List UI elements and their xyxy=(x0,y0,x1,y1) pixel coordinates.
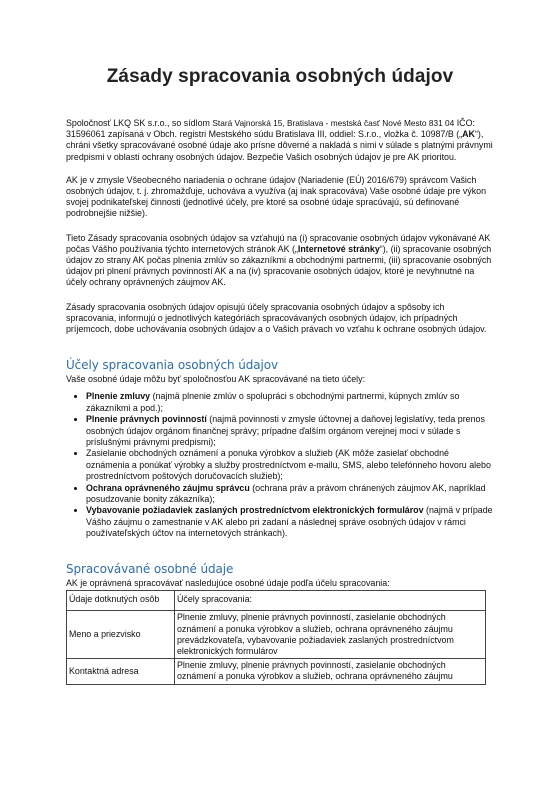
scope-text-b: “), (ii) spracovanie osobných údajov zo strany AK počas plnenia zmlúv so zákazníkmi a obchodnými partnermi, (iii) spracovanie osobných údajov pri plnení právnych povinností AK a na (iv) spracovanie osobných údajov, ktoré je nevyhnutné na účely ochrany oprávnených záujmov AK. xyxy=(66,243,492,288)
table-cell: Plnenie zmluvy, plnenie právnych povinností, zasielanie obchodných oznámení a ponuka výrobkov a služieb, ochrana oprávneného záujmu prevádzkovateľa, vybavovanie požiadaviek zaslaných prostredníctvom elektronických formulárov xyxy=(175,611,486,659)
list-item-bold: Ochrana oprávneného záujmu správcu xyxy=(86,482,250,493)
table-header-row xyxy=(67,591,486,611)
table-row xyxy=(67,611,486,659)
scope-text-bold: Internetové stránky xyxy=(297,243,380,254)
table-header-cell: Údaje dotknutých osôb xyxy=(67,591,175,611)
data-purposes-table xyxy=(66,590,486,684)
list-item xyxy=(86,391,494,413)
table-header-cell: Účely spracovania: xyxy=(175,591,486,611)
list-item-text: (ochrana práv a právom chránených záujmov AK, napríklad posudzovanie bonity zákazníka); xyxy=(86,482,486,504)
intro-company-prefix: Spoločnosť LKQ SK s.r.o., so sídlom xyxy=(66,118,213,128)
controller-paragraph: AK je v zmysle Všeobecného nariadenia o ochrane údajov (Nariadenie (EÚ) 2016/679) správcom Vašich osobných údajov, t. j. zhromažďuje, uchováva a využíva (aj inak spracováva) Vaše osobné údaje pre výkon svojej podnikateľskej činnosti (jednotlivé účely, pre ktoré sa osobné údaje spracúvajú, sú definované podrobnejšie nižšie). xyxy=(66,174,487,219)
intro-ico-line: IČO: 31596061 zapísaná v Obch. registri Mestského súdu Bratislava III, oddiel: S.r.o., vložka č. 10987/B („ xyxy=(66,118,475,140)
scope-text-a: Tieto Zásady spracovania osobných údajov sa vzťahujú na (i) spracovanie osobných údajov vykonávané AK počas Vášho používania týchto internetových stránok AK („ xyxy=(66,232,491,254)
table-row xyxy=(67,659,486,684)
list-item xyxy=(86,505,494,539)
list-item xyxy=(86,483,494,505)
processed-data-lead: AK je oprávnená spracovávať nasledujúce osobné údaje podľa účelu spracovania: xyxy=(66,578,390,589)
list-item xyxy=(86,448,494,482)
purposes-lead: Vaše osobné údaje môžu byť spoločnosťou AK spracovávané na tieto účely: xyxy=(66,374,366,385)
list-item xyxy=(86,414,494,448)
scope-paragraph xyxy=(66,233,494,289)
intro-address: Stará Vajnorská 15, Bratislava - mestská časť Nové Mesto 831 04 xyxy=(212,118,455,128)
table-cell: Kontaktná adresa xyxy=(67,659,175,684)
section-heading-purposes: Účely spracovania osobných údajov xyxy=(66,358,279,373)
intro-ak-bold: AK xyxy=(462,129,475,140)
table-cell: Plnenie zmluvy, plnenie právnych povinností, zasielanie obchodných oznámení a ponuka výrobkov a služieb, ochrana oprávneného záujmu xyxy=(175,659,486,684)
list-item-text: (najmä v prípade Vášho záujmu o zamestnanie v AK alebo pri zadaní a následnej správe osobných údajov v rámci používateľských účtov na internetových stránkach). xyxy=(86,505,493,538)
table-cell: Meno a priezvisko xyxy=(67,611,175,659)
intro-paragraph xyxy=(66,118,494,163)
list-item-text: (najmä povinnosti v zmysle účtovnej a daňovej legislatívy, teda prenos osobných údajov orgánom finančnej správy; prípadne ďalším orgánom verejnej moci v súlade s príslušnými právnymi predpismi); xyxy=(86,414,485,447)
list-item-bold: Plnenie zmluvy xyxy=(86,391,151,402)
list-item-bold: Vybavovanie požiadaviek zaslaných prostredníctvom elektronických formulárov xyxy=(86,505,424,516)
list-item-text: (najmä plnenie zmlúv o spolupráci s obchodnými partnermi, kúpnych zmlúv so zákazníkmi a pod.); xyxy=(86,391,460,413)
intro-rest: “), chráni všetky spracovávané osobné údaje ako prísne dôverné a nakladá s nimi v súlade s platnými právnymi predpismi v oblasti ochrany osobných údajov. Bezpečie Vašich osobných údajov je pre AK prioritou. xyxy=(66,129,493,162)
purposes-list xyxy=(66,391,494,539)
list-item-text: Zasielanie obchodných oznámení a ponuka výrobkov a služieb (AK môže zasielať obchodné oznámenia a ponúkať výrobky a služby prostredníctvom e-mailu, SMS, alebo telefónneho hovoru alebo prostredníctvom poštových doručovacích služieb); xyxy=(86,448,491,481)
list-item-bold: Plnenie právnych povinností xyxy=(86,414,207,425)
page-title: Zásady spracovania osobných údajov xyxy=(106,66,454,87)
section-heading-processed-data: Spracovávané osobné údaje xyxy=(66,562,234,577)
summary-paragraph: Zásady spracovania osobných údajov opisujú účely spracovania osobných údajov a spôsoby ich spracovania, informujú o jednotlivých kategóriách spracovávaných osobných údajov, ich prípadných príjemcoch, dobe uchovávania osobných údajov a o Vašich právach vo vzťahu k ochrane osobných údajov. xyxy=(66,301,487,335)
